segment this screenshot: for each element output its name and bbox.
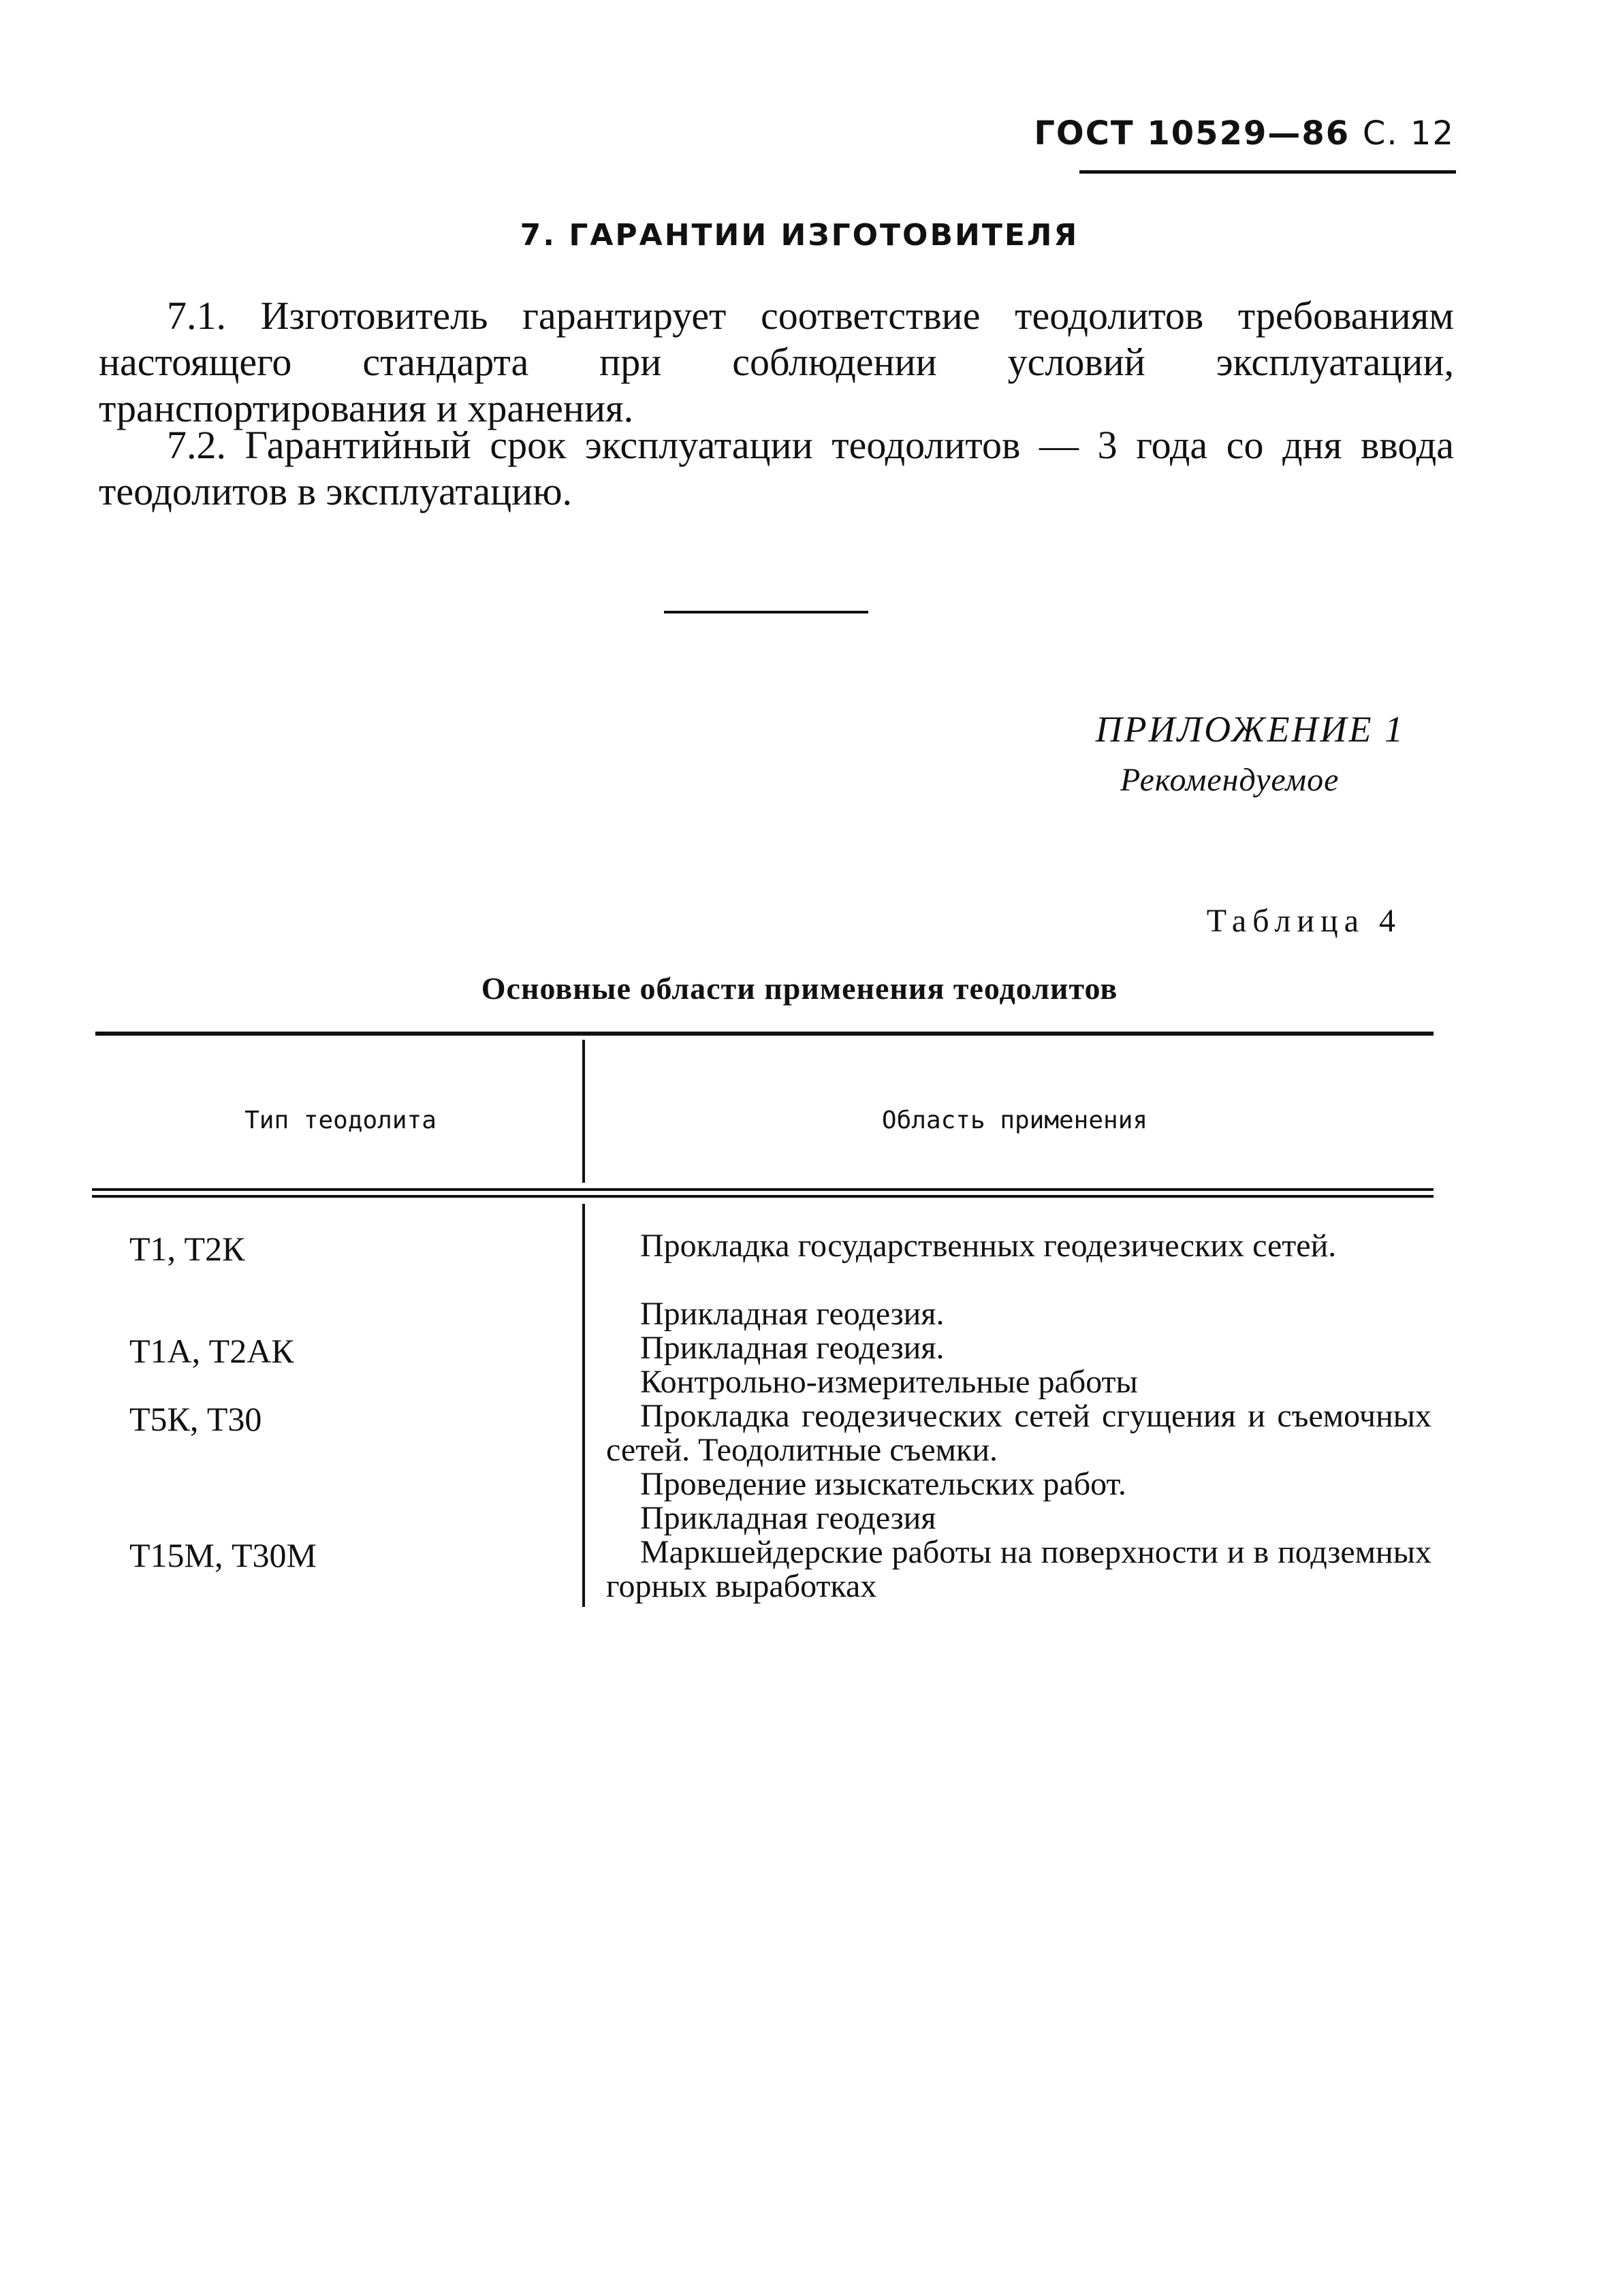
table-header-rule-double [92, 1195, 1434, 1198]
section-divider [664, 611, 868, 613]
table-cell-area [606, 1535, 1431, 1604]
table-cell-area [606, 1365, 1431, 1399]
table-cell-text: Прокладка геодезических сетей сгущения и съемочных сетей. Теодолитные съемки. [606, 1398, 1431, 1468]
table-cell-text: Прикладная геодезия [640, 1500, 936, 1536]
doc-number: ГОСТ 10529—86 [1034, 114, 1350, 153]
table-cell-text: Прикладная геодезия. [640, 1330, 945, 1366]
table-cell-area [606, 1467, 1431, 1501]
table-top-rule [95, 1032, 1434, 1036]
appendix-title: ПРИЛОЖЕНИЕ 1 [1095, 709, 1405, 750]
table-title: Основные области применения теодолитов [481, 971, 1118, 1006]
table-cell-area [606, 1229, 1431, 1263]
table-cell-area [606, 1297, 1431, 1331]
section-title: 7. ГАРАНТИИ ИЗГОТОВИТЕЛЯ [520, 218, 1079, 253]
paragraph-7-2 [99, 422, 1454, 515]
paragraph-text: 7.2. Гарантийный срок эксплуатации теодолитов — 3 года со дня ввода теодолитов в эксплуатацию. [99, 423, 1454, 513]
table-cell-text: Контрольно-измерительные работы [640, 1364, 1138, 1400]
page-number: С. 12 [1362, 114, 1455, 153]
table-cell-type: Т1, Т2К [129, 1230, 245, 1268]
table-cell-type: Т15М, Т30М [129, 1536, 317, 1574]
table-cell-text: Проведение изыскательских работ. [640, 1466, 1126, 1502]
table-label: Таблица 4 [1206, 903, 1402, 939]
table-cell-text: Прикладная геодезия. [640, 1296, 945, 1332]
table-body-divider [582, 1204, 585, 1607]
table-cell-type: Т1А, Т2АК [129, 1332, 294, 1370]
paragraph-7-1 [99, 293, 1454, 432]
table-header-rule [92, 1188, 1434, 1191]
header-underline [1079, 170, 1456, 174]
table-header-divider [582, 1040, 585, 1183]
table-cell-type: Т5К, Т30 [129, 1400, 262, 1438]
page-header [1034, 114, 1455, 153]
table-cell-area [606, 1501, 1431, 1535]
column-header-type: Тип теодолита [244, 1106, 437, 1134]
table-cell-text: Маркшейдерские работы на поверхности и в подземных горных выработках [606, 1534, 1431, 1604]
table-cell-area [606, 1331, 1431, 1365]
paragraph-text: 7.1. Изготовитель гарантирует соответствие теодолитов требованиям настоящего стандарта при соблюдении условий эксплуатации, транспортирования и хранения. [99, 293, 1454, 430]
table-cell-area [606, 1399, 1431, 1467]
column-header-area: Область применения [881, 1106, 1148, 1134]
table-cell-text: Прокладка государственных геодезических сетей. [640, 1228, 1337, 1264]
appendix-subtitle: Рекомендуемое [1120, 762, 1340, 798]
